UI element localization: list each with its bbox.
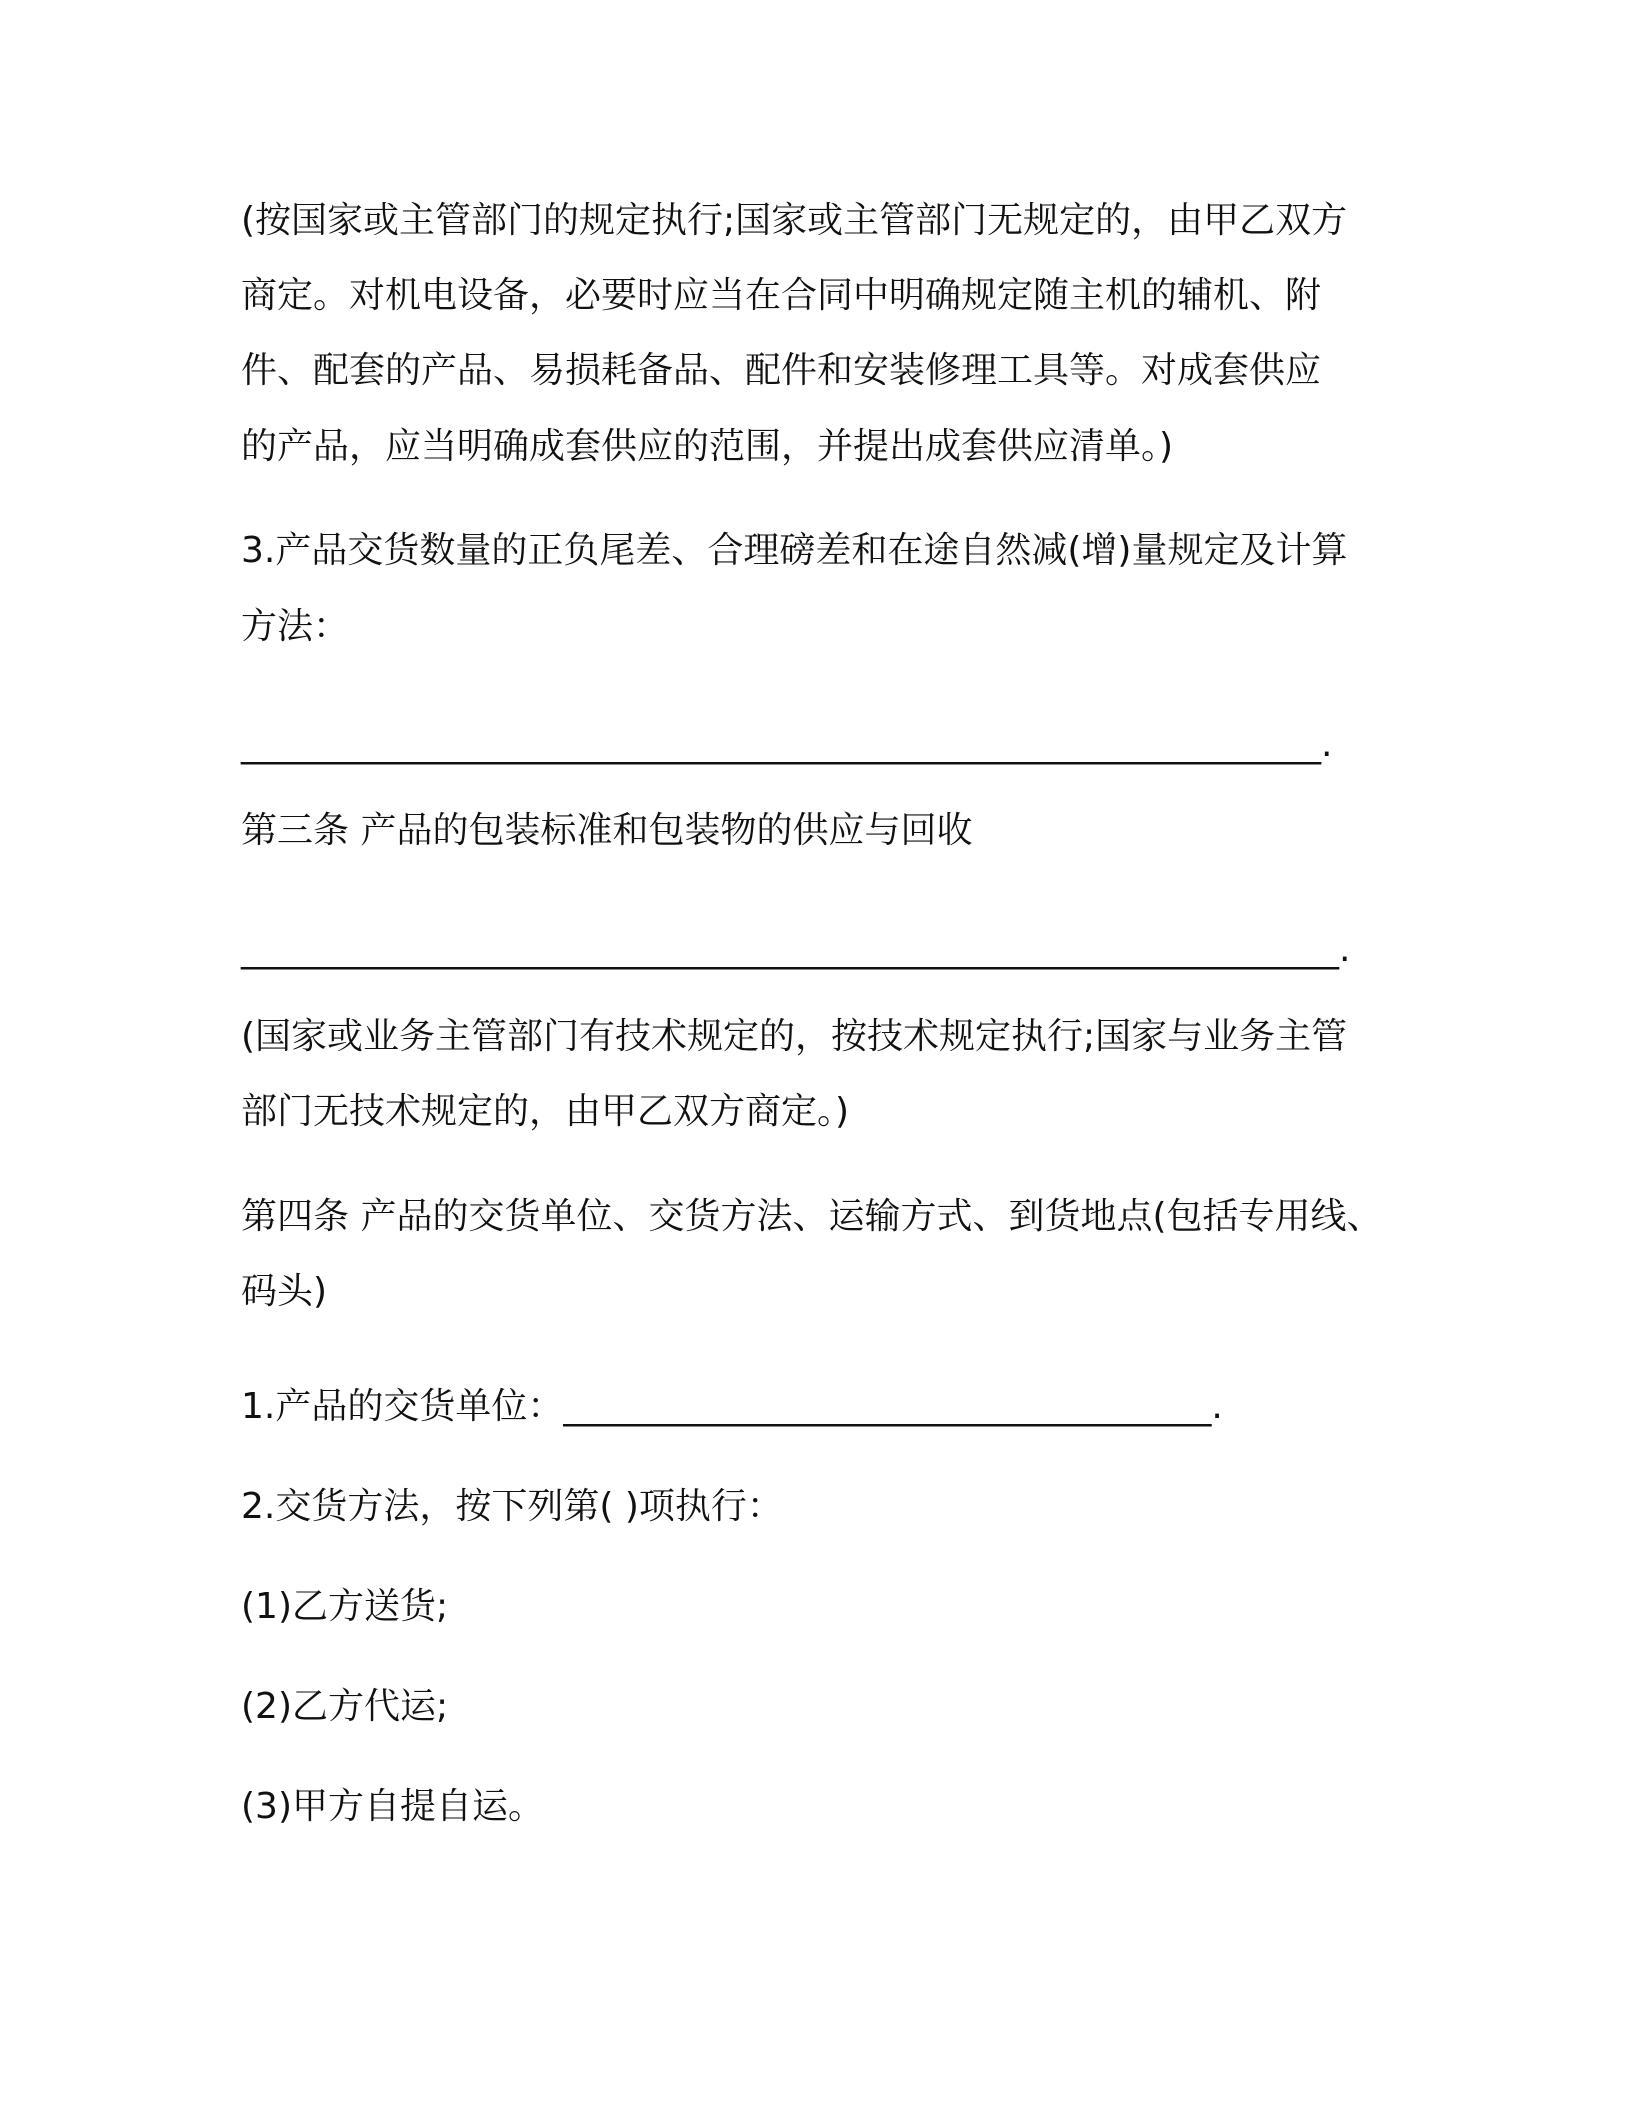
numbered-clause: 3.产品交货数量的正负尾差、合理磅差和在途自然减(增)量规定及计算 xyxy=(241,530,1348,571)
blank-fill-line: _____________________________________________________________. xyxy=(241,929,1351,970)
paragraph-line: (按国家或主管部门的规定执行;国家或主管部门无规定的，由甲乙双方 xyxy=(241,200,1348,241)
paragraph-line: 方法： xyxy=(241,606,350,647)
blank-fill-line: ____________________________________________________________. xyxy=(241,724,1333,765)
article-heading: 第四条 产品的交货单位、交货方法、运输方式、到货地点(包括专用线、 xyxy=(241,1196,1383,1237)
paragraph-line: 码头) xyxy=(241,1271,328,1312)
paragraph-line: 件、配套的产品、易损耗备品、配件和安装修理工具等。对成套供应 xyxy=(241,350,1322,391)
numbered-clause: 2.交货方法，按下列第( )项执行： xyxy=(241,1486,783,1527)
option-item: (2)乙方代运; xyxy=(241,1686,449,1727)
option-item: (1)乙方送货; xyxy=(241,1586,449,1627)
paragraph-line: 的产品，应当明确成套供应的范围，并提出成套供应清单。) xyxy=(241,426,1174,467)
numbered-clause: 1.产品的交货单位：____________________________________. xyxy=(241,1386,1223,1427)
paragraph-line: 部门无技术规定的，由甲乙双方商定。) xyxy=(241,1091,850,1132)
option-item: (3)甲方自提自运。 xyxy=(241,1786,544,1827)
article-heading: 第三条 产品的包装标准和包装物的供应与回收 xyxy=(241,810,973,851)
paragraph-line: (国家或业务主管部门有技术规定的，按技术规定执行;国家与业务主管 xyxy=(241,1016,1348,1057)
paragraph-line: 商定。对机电设备，必要时应当在合同中明确规定随主机的辅机、附 xyxy=(241,275,1322,316)
